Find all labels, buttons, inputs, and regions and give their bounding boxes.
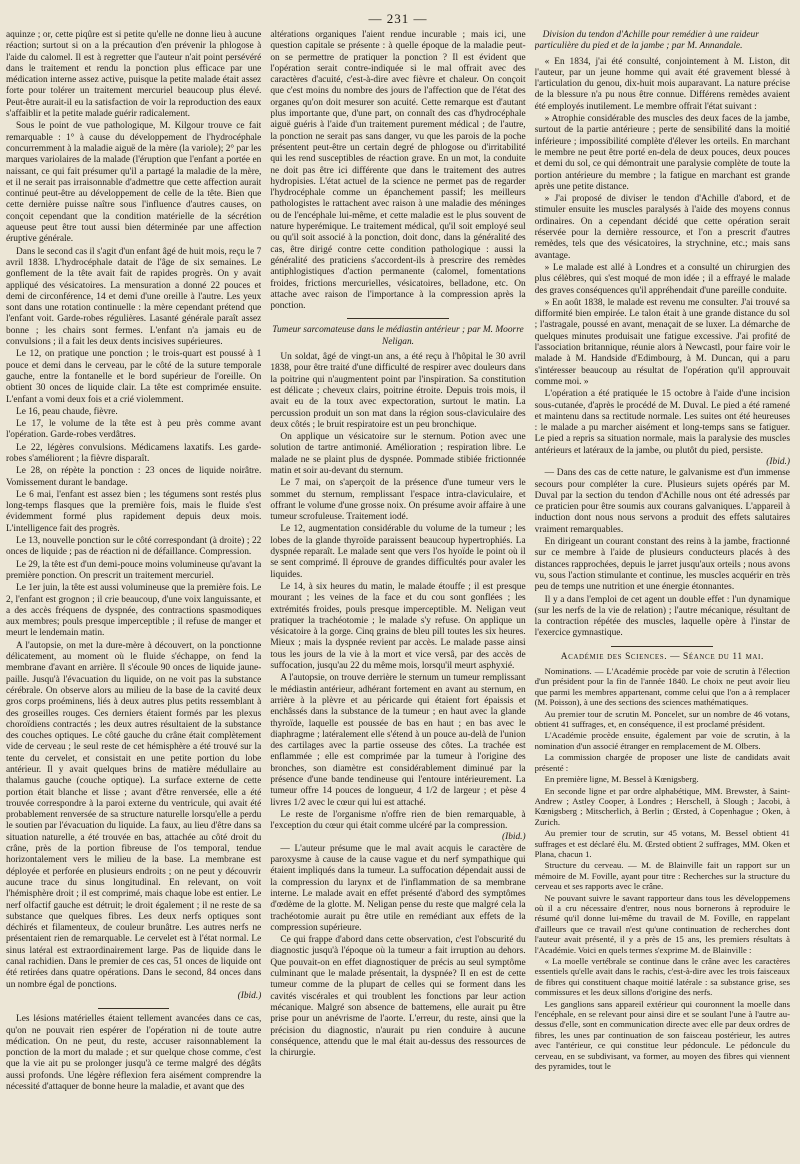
paragraph: Dans le second cas il s'agit d'un enfant âgé de huit mois, reçu le 7 avril 1838. L'hydrocéphale datait de l'âge de six semaines. Le gonflement de la tête avait fait de rapides progrès. On y avait appliqué des vésicatoires. La mensuration a donné 22 pouces et demi de circonférence, 14 et demi d'une oreille à l'autre. Les yeux sont dans une rotation continuelle : la mère cependant prétend que l'enfant voit. Garde-robes régulières. Lasanté générale paraît assez bonne ; les chairs sont fermes. L'enfant n'a jamais eu de convulsions ; il a fait les deux dents incisives supérieures. [6, 246, 262, 348]
paragraph: A l'autopsie, on met la dure-mère à découvert, on la ponctionne délicatement, au moment où le fluide s'échappe, on fend la membrane d'avant en arrière. Il s'écoule 90 onces de liquide jaune-paille. Jusqu'à l'évacuation du liquide, on ne voit pas la substance cérébrale. On observe alors au milieu de la base de la cavité deux gros corps proéminens, liés à deux autres plus petits ressemblant à des groseilles rouges. Ces derniers étaient formés par les plexus choroïdiens contractés ; les deux autres résultaient de la substance des couches optiques. Le côté gauche du crâne était complètement vide de cerveau ; le seul reste de cet hémisphère a été trouvé sur la tente du cervelet, et consistait en une petite portion du lobe antérieur. Il y avait quelques brins de matière médullaire au thalamus gauche (couche optique). La surface externe de cette portion était blanche et lisse ; avant d'être renversée, elle a été trouvée correspondre à la paroi externe du ventricule, qui avait été probablement renversée de sa structure naturelle lorsqu'elle a perdu le soutien par l'évacuation du liquide. La faux, au lieu d'être dans sa situation naturelle, a été trouvée en bas, attachée au côté droit du crâne, près de la portion fibreuse de l'os temporal, tendue horizontalement vers le milieu de la base. La membrane est déployée et perforée en plusieurs endroits ; on ne peut y découvrir aucune trace du sinus longitudinal. En relevant, on voit l'hémisphère droit ; il est comprimé, mais chaque lobe est entier. Le nerf olfactif gauche est détruit; le droit également ; il ne reste de sa substance que quelques fibres. Les deux nerfs optiques sont déchirés et filamenteux, de couleur brunâtre. Les autres nerfs ne présentaient rien de remarquable. Le cervelet est à l'état normal. Le sinus latéral est extraordinairement large. Pas de liquide dans le canal rachidien. Dans le premier de ces cas, 51 onces de liquide ont été retirées dans quatre opérations. Dans le second, 84 onces dans un nombre égal de ponctions. [6, 640, 262, 990]
citation-sign: (Ibid.) [237, 990, 262, 1001]
paragraph: Nominations. — L'Académie procède par voie de scrutin à l'élection d'un président pour la fin de l'année 1840. Le choix ne peut avoir lieu que parmi les membres appartenant, comme celui que l'on a à remplacer (M. Poisson), à une des sections des sciences mathématiques. [534, 666, 790, 708]
column-2-body-b [270, 352, 525, 832]
paragraph: Ne pouvant suivre le savant rapporteur dans tous les développemens où il a cru nécessaire d'entrer, nous nous bornerons à reproduire le résumé qu'il donne lui-même du travail de M. Foville, en rappelant d'ailleurs que ce travail n'est qu'une continuation de recherches dont l'auteur avait présenté, il y a près de 15 ans, les premiers résultats à l'Académie. Voici en quels termes s'exprime M. de Blainville : [534, 892, 790, 955]
paragraph: altérations organiques l'aient rendue incurable ; mais ici, une question capitale se présente : à quelle époque de la maladie peut-on se permettre de pratiquer la ponction ? Il est évident que l'opération serait contre-indiquée si le mal offrait avec des caractères d'acuité, c'est-à-dire avec fièvre et chaleur. On conçoit que c'est moins du nombre des jours de l'affection que de l'état des organes qu'on doit mesurer son acuité. Cette remarque est d'autant plus importante que, d'une part, on connaît des cas d'hydrocéphale aiguë guéris à l'aide d'un traitement purement médical ; de l'autre, la ponction ne serait pas sans danger, vu que les parois de la poche présentent peut-être un certain degré de phlogose ou d'irritabilité qui les rend susceptibles de réaction grave. En un mot, la conduite ne doit pas être ici différente que dans le traitement des autres hydropisies. L'état actuel de la science ne permet pas de regarder l'hydrocéphale comme un épanchement passif; les meilleurs pathologistes le rattachent avec raison à une maladie des méninges ou de l'encéphale lui-même, et cette maladie est le plus souvent de nature hyperémique. Le traitement médical, qu'il soit employé seul ou qu'il soit associé à la ponction, doit donc, dans la généralité des cas, être dirigé contre cette condition pathologique : aussi la généralité des praticiens s'accordent-ils à prescrire des remèdes antiphlogistiques d'action permanente (calomel, fomentations froides, frictions mercurielles, vésicatoires, belladone, etc. On attache avec raison de l'importance à la compression après la ponction. [270, 30, 526, 312]
paragraph: A l'autopsie, on trouve derrière le sternum un tumeur remplissant le médiastin antérieur, adhérant fortement en avant au sternum, en arrière à la plèvre et au péricarde qui étaient fort épaissis et enchâssés dans la substance de la tumeur ; en haut avec la glande thyroïde, laquelle est poussée de bas en haut ; en bas avec le diaphragme ; latéralement elle s'étend à un pouce au-delà de l'union des cartilages avec la partie osseuse des côtes. La trachée est enflammée ; elle est comprimée par la tumeur à l'origine des bronches, son diamètre est considérablement diminué par la présence d'une bande tendineuse qui l'entoure intérieurement. La tumeur offre 14 pouces de longueur, 4 1/2 de largeur ; et pèse 4 livres 1/2 avec le cœur qui lui est attaché. [270, 673, 526, 808]
paragraph: aquinze ; or, cette piqûre est si petite qu'elle ne donne lieu à aucune réaction; surtout si on a la précaution d'en prévenir la phlogose à l'aide du calomel. Il est à regretter que l'auteur n'ait point persévéré dans le traitement et rendu la ponction plus efficace par une médication interne assez active, puisque la petite malade était assez forte pour tolérer un traitement mercuriel beaucoup plus élevé. Peut-être aurait-il eu la satisfaction de voir la reproduction des eaux s'affaiblir et la petite malade guérir radicalement. [6, 30, 262, 120]
paragraph: » En août 1838, le malade est revenu me consulter. J'ai trouvé sa difformité bien empirée. Le talon était à une grande distance du sol ; l'astragale, poussé en avant, menaçait de se luxer. La démarche de quelques minutes produisait une fatigue excessive. J'ai profité de l'association britannique, réunie alors à Newcastl, pour faire voir le malade à M. Handside d'Edimbourg, à M. Duncan, qui a paru s'intéresser beaucoup au résultat de l'opération qu'il approuvait comme moi. » [534, 297, 790, 387]
paragraph: Ce qui frappe d'abord dans cette observation, c'est l'obscurité du diagnostic jusqu'à l'époque où la tumeur a fait irruption au dehors. Que pouvait-on en effet diagnostiquer de précis au seul symptôme culminant que le malade présentait, la dyspnée? Il en est de cette tumeur comme de la plupart de celles qui se forment dans les cavités viscérales et qui troublent les fonctions par leur action mécanique. Malgré son absence de battemens, elle aurait pu être prise pour un anévrisme de l'aorte. L'erreur, du reste, ainsi que la précision du diagnostic, n'aurait pu rien conduire à aucune conséquence, attendu que le mal était au-dessus des ressources de la chirurgie. [270, 935, 526, 1059]
paragraph: Les ganglions sans appareil extérieur qui couronnent la moelle dans l'encéphale, en se relevant pour ainsi dire et se soulant l'une à l'autre au-dessus d'elle, sont en communication directe avec elle par deux ordres de fibres, les unes par continuation de son faisceau postérieur, les autres avec l'antérieur, ce qui constitue leur pédoncule. Le pédoncule du cerveau, en se subdivisant, va former, au moyen des fibres qui viennent des pyramides, tout le [534, 998, 790, 1072]
paragraph: Au premier tour de scrutin, sur 45 votans, M. Bessel obtient 41 suffrages et est déclaré élu. M. Œrsted obtient 2 suffrages, MM. Oken et Plana, chacun 1. [534, 828, 790, 859]
paragraph: « La moelle vertébrale se continue dans le crâne avec les caractères essentiels qu'elle avait dans le rachis, c'est-à-dire avec les trois faisceaux de fibres qui constituent chaque moitié latérale : sa substance grise, ses commissures et les deux sillons d'origine des nerfs. [534, 956, 790, 998]
columns [6, 30, 790, 1156]
paragraph: Le 6 mai, l'enfant est assez bien ; les tégumens sont restés plus long-temps flasques que la première fois, mais le fluide s'est évidemment formé plus rapidement depuis deux mois. L'intelligence fait des progrès. [6, 489, 262, 534]
paragraph: » Le malade est allé à Londres et a consulté un chirurgien des plus célèbres, qui s'est moqué de mon idée ; il a effrayé le malade des graves conséquences qu'il appréhendait d'une pareille conduite. [534, 262, 790, 296]
paragraph: Le reste de l'organisme n'offre rien de bien remarquable, à l'exception du cœur qui était comme ulcéré par la compression. [270, 809, 526, 832]
paragraph: Le 17, le volume de la tête est à peu près comme avant l'opération. Garde-robes verdâtres. [6, 419, 262, 441]
paragraph: En seconde ligne et par ordre alphabétique, MM. Brewster, à Saint-Andrew ; Astley Cooper, à Londres ; Herschell, à Slough ; Jacobi, à Kœnigsberg ; Mitscherlich, à Berlin ; Œrsted, à Copenhague ; Oken, à Zurich. [534, 785, 790, 827]
article-headline: Division du tendon d'Achille pour remédier à une raideur particulière du pied et de la jambe ; par M. Annandale. [534, 30, 759, 52]
paragraph: La commission chargée de proposer une liste de candidats avait présenté : [534, 752, 790, 773]
paragraph: Un soldat, âgé de vingt-un ans, a été reçu à l'hôpital le 30 avril 1838, pour être traité d'une difficulté de respirer avec douleurs dans la poitrine qui n'augmentent point par l'inspiration. Sa constitution est délicate ; cheveux clairs, poitrine étroite. Depuis trois mois, il avait eu de la toux avec expectoration, surtout le matin. La percussion produit un son mat dans la région sous-claviculaire des deux côtés ; le bruit respiratoire est un peu bronchique. [270, 352, 526, 430]
paragraph: Le 14, à six heures du matin, le malade étouffe ; il est presque mourant ; les veines de la face et du cou sont gonflées ; les extrémités froides, pouls presque imperceptible. M. Neligan veut pratiquer la trachéotomie ; le malade s'y refuse. On applique un vésicatoire à la gorge. Cinq grains de bleu pill toutes les six heures. Mieux ; mais la dyspnée revient par accès. Le malade passe ainsi tous les jours de la vie à la mort et vice versâ, par des accès de suffocation, jusqu'au 22 du même mois, lorsqu'il meurt asphyxié. [270, 581, 526, 672]
paragraph: Le 7 mai, on s'aperçoit de la présence d'une tumeur vers le sommet du sternum, remplissant l'espace intra-claviculaire, et offrant le volume d'une grosse noix. On présume avoir affaire à une tumeur scrofuleuse. Traitement iodé. [270, 478, 526, 523]
column-3-body-c [535, 666, 790, 1071]
paragraph: Le 16, peau chaude, fièvre. [16, 406, 118, 417]
divider [98, 1008, 169, 1009]
column-2-body-a [270, 30, 525, 312]
paragraph: En dirigeant un courant constant des reins à la jambe, fractionné sur ce membre à l'aide de plusieurs conducteurs placés à des distances rapprochées, depuis le jarret jusqu'aux orteils ; nous avons vu, sous l'action stimulante et continue, les muscles acquérir en très peu de temps une nutrition et une énergie étonnantes. [534, 537, 790, 593]
article-headline: Tumeur sarcomateuse dans le médiastin antérieur ; par M. Moorre Neligan. [272, 325, 524, 347]
commentary-paragraph: Les lésions matérielles étaient tellement avancées dans ce cas, qu'on ne pouvait rien espérer de l'opération ni de toute autre médication. On ne peut, du reste, accuser raisonnablement la ponction de la mort du malade ; et sur quelque chose comme, c'est que la vie ait pu se prolonger jusqu'à ce terme malgré des dégâts aussi profonds. Une légère réflexion fera aisément comprendre la nécessité d'attaquer de bonne heure la maladie, et avant que des [6, 1014, 262, 1093]
paragraph: Le 13, nouvelle ponction sur le côté correspondant (à droite) ; 22 onces de liquide ; pas de réaction ni de défaillance. Compression. [6, 536, 262, 558]
paragraph: Le 12, on pratique une ponction ; le trois-quart est poussé à 1 pouce et demi dans le cerveau, par le côté de la suture temporale gauche, entre la fontanelle et le bord supérieur de l'oreille. On obtient 30 onces de liquide clair. La tête est comprimée ensuite. L'enfant a vomi deux fois et a crié violemment. [6, 349, 262, 405]
column-1-body [6, 30, 261, 991]
column-3-body-b [535, 468, 790, 639]
paragraph: — Dans des cas de cette nature, le galvanisme est d'un immense secours pour compléter la cure. Plusieurs sujets opérés par M. Duval par la section du tendon d'Achille nous ont été adressés par ce praticien pour être soumis aux courans galvaniques. L'appareil à induction dont nous nous servons a produit des effets salutaires vraiment remarquables. [534, 468, 790, 535]
section-title: Académie des Sciences. — Séance du 11 mai. [560, 651, 764, 662]
citation-sign: (Ibid.) [501, 832, 526, 843]
paragraph: « En 1834, j'ai été consulté, conjointement à M. Liston, dit l'auteur, par un jeune homme qui avait été gravement blessé à l'articulation du genou, dix-huit mois auparavant. La nature précise de la blessure n'a pu nous être connue. Différens remèdes avaient été employés inutilement. Le membre offrait l'état suivant : [534, 56, 790, 112]
column-3-body-a [535, 57, 790, 457]
divider [347, 318, 449, 319]
paragraph: Le 1er juin, la tête est aussi volumineuse que la première fois. Le 2, l'enfant est grognon ; il crie beaucoup, d'une voix languissante, et a des accès fréquens de dyspnée, des contractions spasmodiques aux membres; pouls presque imperceptible ; il refuse de manger et meurt le lendemain matin. [6, 583, 262, 639]
paragraph: Au premier tour de scrutin M. Poncelet, sur un nombre de 46 votans, obtient 41 suffrages, et, en conséquence, il est proclamé président. [534, 708, 790, 730]
paragraph: Le 29, la tête est d'un demi-pouce moins volumineuse qu'avant la première ponction. On prescrit un traitement mercuriel. [6, 559, 262, 581]
page-number: — 231 — [368, 11, 428, 26]
paragraph: Sous le point de vue pathologique, M. Kilgour trouve ce fait remarquable : 1° à cause du développement de l'hydrocéphale concurremment à la maladie aiguë de la mère (la variole); 2° par les marques variolaires de la malade (l'éruption que l'enfant a portée en naissant, ce qui fait présumer qu'il a partagé la maladie de la mère, et il ne serait pas irraisonnable d'admettre que cette affection aurait continué peut-être au développement de celle de la tête. Bien que cette dernière puisse naître sous l'influence d'autres causes, on conçoit cependant que la condition matérielle de la sécrétion aqueuse peut être tout aussi bien déterminée par une affection éruptive générale. [6, 121, 262, 245]
citation-sign: (Ibid.) [766, 456, 790, 467]
column-2-body-c [270, 844, 525, 1060]
paragraph: L'opération a été pratiquée le 15 octobre à l'aide d'une incision sous-cutanée, d'après le procédé de M. Duval. Le pied a été ramené et maintenu dans sa rectitude normale. Les suites ont été heureuses : le malade a pu marcher aisément et long-temps sans se fatiguer. Le pied a repris sa situation normale, mais la paralysie des muscles antérieurs et latéraux de la jambe, ou plutôt du pied, persiste. [534, 389, 790, 456]
column-3 [535, 30, 790, 1156]
paragraph: — L'auteur présume que le mal avait acquis le caractère de paroxysme à cause de la cause vague et du nerf sympathique qui étaient impliqués dans la tumeur. La suffocation dépendait aussi de la compression du larynx et de l'inflammation de sa membrane interne. Le malade avait en effet présenté d'abord des symptômes d'œdème de la glotte. M. Neligan pense du reste que malgré cela la trachéotomie aurait pu être utile en remédiant aux effets de la compression supérieure. [270, 843, 526, 933]
column-1 [6, 30, 261, 1156]
paragraph: » J'ai proposé de diviser le tendon d'Achille d'abord, et de stimuler ensuite les muscles paralysés à l'aide des moyens connus ordinaires. On a cependant décidé que cette opération serait réservée pour la dernière ressource, et l'on a prescrit d'autres remèdes, tels que des vésicatoires, la strychnine, etc.; mais sans avantage. [534, 194, 790, 261]
paragraph: L'Académie procède ensuite, également par voie de scrutin, à la nomination d'un associé étranger en remplacement de M. Olbers. [534, 730, 790, 751]
paragraph: On applique un vésicatoire sur le sternum. Potion avec une solution de tartre antimonié. Amélioration ; respiration libre. Le malade ne se plaint plus de dyspnée. Pommade stibiée frictionnée matin et soir au-devant du sternum. [270, 432, 526, 476]
paragraph: Structure du cerveau. — M. de Blainville fait un rapport sur un mémoire de M. Foville, ayant pour titre : Recherches sur la structure du cerveau et ses rapports avec le crâne. [534, 860, 790, 892]
paragraph: Il y a dans l'emploi de cet agent un double effet : l'un dynamique (sur les nerfs de la vie de relation) ; l'autre mécanique, résultant de la contraction répétée des muscles, laquelle opère à l'instar de l'exercice gymnastique. [534, 594, 790, 639]
paragraph: » Atrophie considérable des muscles des deux faces de la jambe, surtout de la partie antérieure ; perte de sensibilité dans la moitié inférieure ; impossibilité complète d'élever les orteils. En marchant le membre ne peut être porté en-dela de deux pouces, deux pouces et demi du sol, ce qui démontrait une paralysie complète de toute la portion antérieure du membre ; la fatigue en marchant est grande après une petite distance. [534, 114, 790, 192]
paragraph: En première ligne, M. Bessel à Kœnigsberg. [544, 774, 699, 785]
paragraph: Le 28, on répète la ponction : 23 onces de liquide noirâtre. Vomissement durant le bandage. [6, 466, 262, 488]
divider [611, 646, 713, 647]
paragraph: Le 22, légères convulsions. Médicamens laxatifs. Les garde-robes s'améliorent ; la fièvre disparaît. [6, 442, 262, 464]
column-2 [270, 30, 525, 1156]
paragraph: Le 12, augmentation considérable du volume de la tumeur ; les lobes de la glande thyroïde paraissent beaucoup hypertrophiés. La dyspnée reparaît. Le malade sent que vers l'os hyoïde le point où il se sent comprimé. Il éprouve de grandes difficultés pour avaler les liquides. [270, 524, 526, 580]
